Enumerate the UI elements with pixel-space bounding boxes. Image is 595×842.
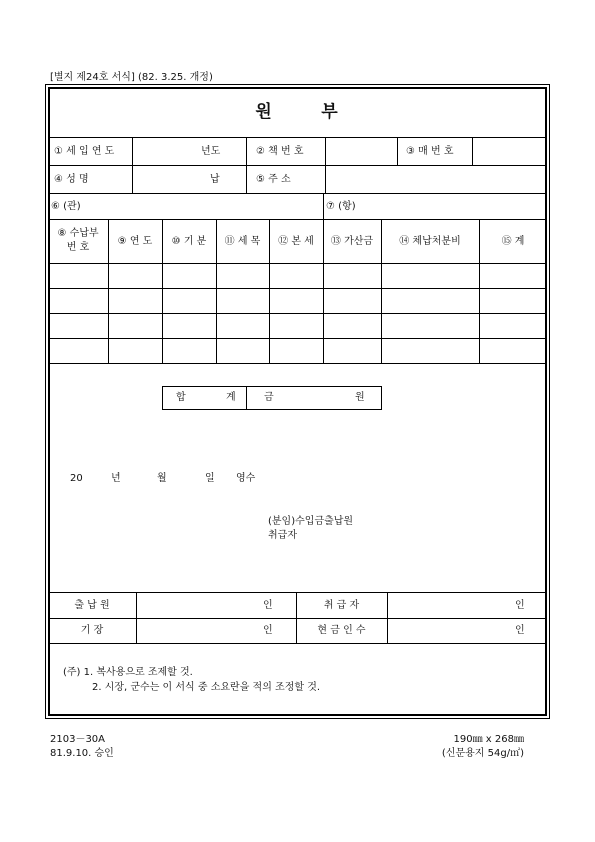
field-label-sheet-number: ③ 매 번 호 bbox=[406, 146, 454, 157]
approval-date: 81.9.10. 승인 bbox=[50, 748, 114, 759]
divider bbox=[48, 313, 547, 314]
col-header-total: ⑮ 계 bbox=[501, 236, 525, 247]
handler-title: (분임)수입금출납원 bbox=[268, 516, 354, 527]
col-header-receipt-no-2: 번 호 bbox=[66, 242, 90, 253]
col-header-principal-tax: ⑫ 본 세 bbox=[278, 236, 314, 247]
col-header-tax-item: ⑪ 세 목 bbox=[224, 236, 261, 247]
receipt-label: 영수 bbox=[236, 473, 256, 484]
col-header-surcharge: ⑬ 가산금 bbox=[330, 236, 374, 247]
field-label-gwan: ⑥ (관) bbox=[51, 201, 81, 212]
col-header-period: ⑩ 기 분 bbox=[171, 236, 207, 247]
page-title: 원 부 bbox=[255, 102, 340, 122]
divider bbox=[48, 165, 547, 166]
paper-size: 190㎜ x 268㎜ bbox=[453, 734, 524, 745]
divider bbox=[48, 643, 547, 644]
col-header-disposition-fee: ⑭ 체납처분비 bbox=[399, 236, 461, 247]
seal-mark: 인 bbox=[263, 625, 273, 636]
note-2: 2. 시장, 군수는 이 서식 중 소요란을 적의 조정할 것. bbox=[92, 682, 321, 693]
divider bbox=[48, 219, 547, 220]
seal-mark: 인 bbox=[515, 600, 525, 611]
receipt-day: 일 bbox=[205, 473, 215, 484]
handler-label: 취급자 bbox=[268, 530, 297, 541]
divider bbox=[48, 288, 547, 289]
receipt-century: 20 bbox=[70, 473, 83, 484]
seal-mark: 인 bbox=[263, 600, 273, 611]
name-suffix: 납 bbox=[210, 174, 220, 185]
divider bbox=[246, 137, 247, 193]
total-label-geum: 금 bbox=[264, 392, 274, 403]
divider bbox=[48, 263, 547, 264]
divider bbox=[397, 137, 398, 165]
form-code: 2103－30A bbox=[50, 734, 106, 745]
divider bbox=[48, 338, 547, 339]
sign-label-bookkeeper: 기 장 bbox=[80, 625, 104, 636]
paper-type: (신문용지 54g/㎡) bbox=[441, 748, 524, 759]
field-label-hang: ⑦ (항) bbox=[326, 201, 356, 212]
divider bbox=[136, 592, 137, 643]
divider bbox=[48, 592, 547, 593]
sign-label-handler: 취 급 자 bbox=[323, 600, 360, 611]
divider bbox=[387, 592, 388, 643]
divider bbox=[325, 137, 326, 193]
total-label-hap: 합 bbox=[176, 392, 186, 403]
divider bbox=[48, 193, 547, 194]
receipt-year: 년 bbox=[111, 473, 121, 484]
field-label-book-number: ② 책 번 호 bbox=[256, 146, 304, 157]
divider bbox=[48, 363, 547, 364]
note-1: (주) 1. 복사용으로 조제할 것. bbox=[63, 667, 193, 678]
total-unit-won: 원 bbox=[355, 392, 365, 403]
divider bbox=[472, 137, 473, 165]
form-number: [별지 제24호 서식] (82. 3.25. 개정) bbox=[50, 72, 213, 83]
field-label-address: ⑤ 주 소 bbox=[256, 174, 291, 185]
seal-mark: 인 bbox=[515, 625, 525, 636]
col-header-receipt-no: ⑧ 수납부 bbox=[57, 228, 99, 239]
divider bbox=[48, 618, 547, 619]
sign-label-cashier: 출 납 원 bbox=[74, 600, 110, 611]
field-label-name: ④ 성 명 bbox=[54, 174, 89, 185]
receipt-month: 월 bbox=[157, 473, 167, 484]
divider bbox=[323, 193, 324, 219]
total-label-gye: 계 bbox=[226, 392, 236, 403]
year-suffix: 년도 bbox=[201, 146, 221, 157]
divider bbox=[132, 137, 133, 193]
divider bbox=[246, 386, 247, 410]
sign-label-cash-receipt: 현 금 인 수 bbox=[317, 625, 366, 636]
col-header-year: ⑨ 연 도 bbox=[117, 236, 153, 247]
field-label-revenue-year: ① 세 입 연 도 bbox=[54, 146, 115, 157]
